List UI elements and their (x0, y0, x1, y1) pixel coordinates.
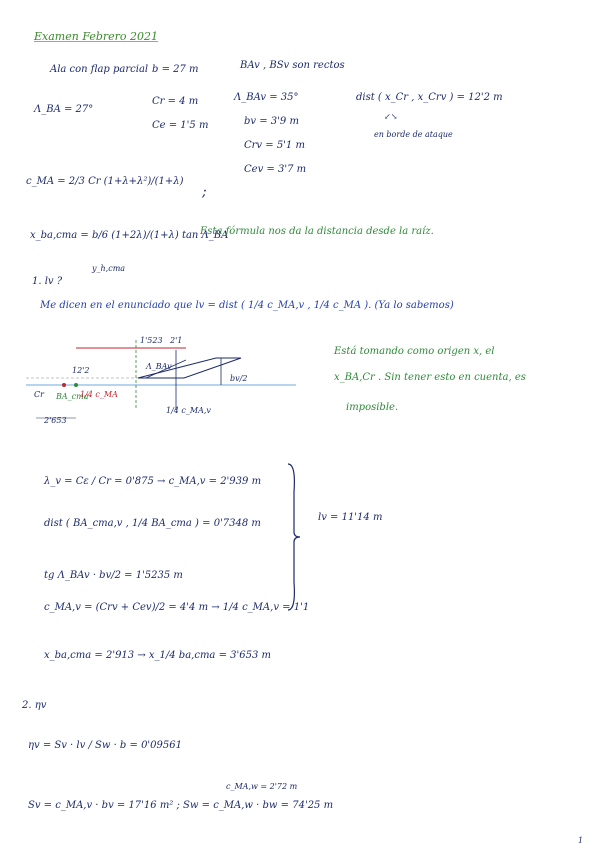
yh-label: y_h,cma (92, 264, 126, 273)
bv2-label: bv/2 (230, 374, 248, 383)
side-note-1: Está tomando como origen x, el (334, 346, 495, 357)
calc-3: tg Λ_BAv · bv/2 = 1'5235 m (44, 570, 183, 581)
xba-formula: x_ba,cma = b/6 (1+2λ)/(1+λ) tan Λ_BA (30, 230, 229, 241)
side-note-2: x_BA,Cr . Sin tener esto en cuenta, es (334, 372, 526, 383)
brace (284, 462, 304, 612)
calc-4: c_MA,v = (Crv + Cev)/2 = 4'4 m → 1/4 c_MA,v = 1'1 (44, 602, 310, 613)
cmaw-value: c_MA,w = 2'72 m (226, 782, 298, 791)
semicolon: ; (202, 184, 207, 200)
section1-heading: 1. lv ? (32, 276, 63, 287)
quarter-cma-label: 1/4 c_MA (80, 390, 118, 399)
bav-note: BAv , BSv son rectos (240, 60, 345, 71)
side-note-3: imposible. (346, 402, 399, 413)
dist-note: en borde de ataque (374, 130, 453, 139)
section1-statement: Me dicen en el enunciado que lv = dist ( 1/4 c_MA,v , 1/4 c_MA ). (Ya lo sabemos) (40, 300, 454, 311)
dist-value: dist ( x_Cr , x_Crv ) = 12'2 m (356, 92, 503, 103)
span-bv: bv = 3'9 m (244, 116, 299, 127)
dim-2653: 2'653 (44, 416, 67, 425)
dim-21: 2'1 (170, 336, 183, 345)
page-title: Examen Febrero 2021 (34, 30, 159, 43)
ba-dot (62, 383, 66, 387)
root-chord-v: Crv = 5'1 m (244, 140, 305, 151)
sweep-ba: Λ_BA = 27° (34, 104, 94, 115)
calc-1: λ_v = Cε / Cr = 0'875 → c_MA,v = 2'939 m (44, 476, 262, 487)
quarter-cmav-label: 1/4 c_MA,v (166, 406, 211, 415)
note-flap: Ala con flap parcial (50, 64, 149, 75)
wing-diagram (26, 330, 306, 430)
calc-5: x_ba,cma = 2'913 → x_1/4 ba,cma = 3'653 m (44, 650, 271, 661)
section2-heading: 2. ηv (22, 700, 47, 711)
sweep-bav: Λ_BAv = 35° (234, 92, 299, 103)
formula-note: Esta fórmula nos da la distancia desde la raíz. (200, 226, 434, 237)
bav-label: Λ_BAv (146, 362, 172, 371)
bacma-label: BA_cma (56, 392, 89, 401)
calc-2: dist ( BA_cma,v , 1/4 BA_cma ) = 0'7348 m (44, 518, 261, 529)
cma-dot (74, 383, 78, 387)
dist-arrow: ↙↘ (384, 112, 398, 121)
cr-label: Cr (34, 390, 44, 399)
tip-chord-v: Cev = 3'7 m (244, 164, 307, 175)
cma-formula: c_MA = 2/3 Cr (1+λ+λ²)/(1+λ) (26, 176, 184, 187)
surfaces-formula: Sv = c_MA,v · bv = 17'16 m² ; Sw = c_MA,w · bw = 74'25 m (28, 800, 334, 811)
span-b: b = 27 m (152, 64, 199, 75)
eta-formula: ηv = Sv · lv / Sw · b = 0'09561 (28, 740, 182, 751)
dim-1523: 1'523 (140, 336, 163, 345)
tip-chord: Ce = 1'5 m (152, 120, 209, 131)
dim-small: 12'2 (72, 366, 90, 375)
result-lv: lv = 11'14 m (318, 512, 383, 523)
page-number: 1 (578, 836, 584, 845)
root-chord: Cr = 4 m (152, 96, 199, 107)
